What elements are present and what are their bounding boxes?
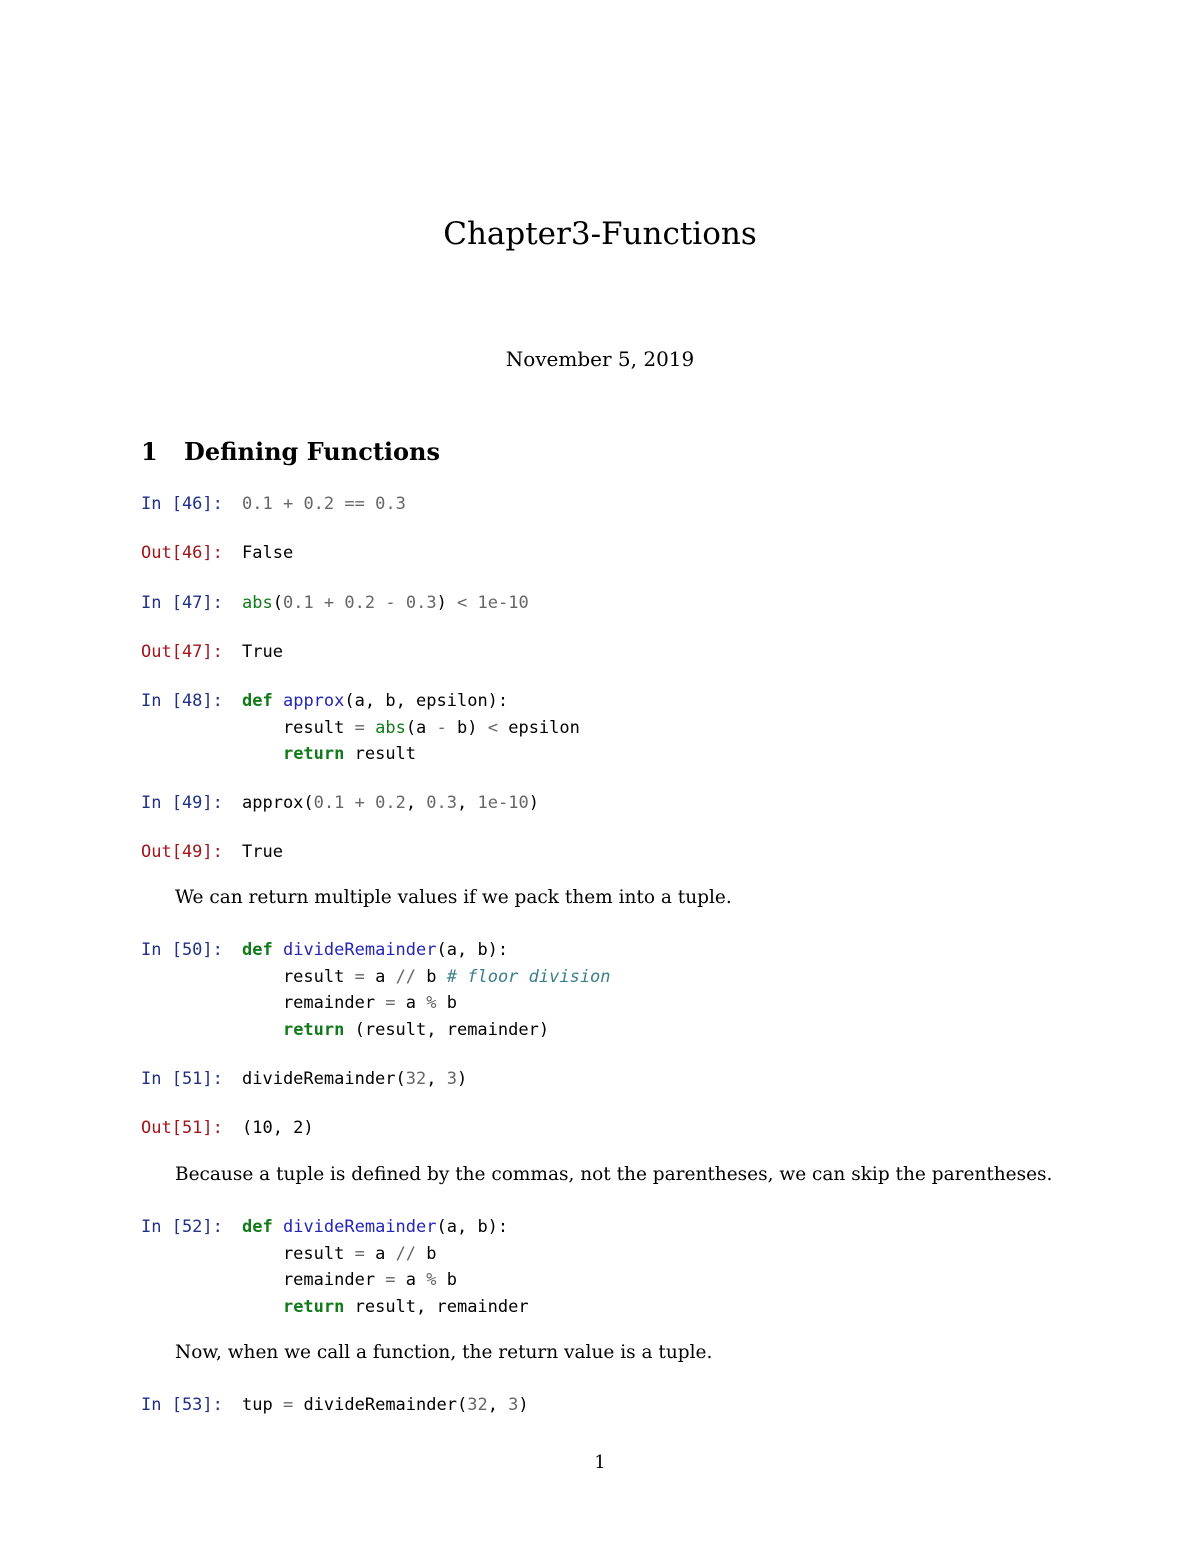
code-line xyxy=(242,790,539,817)
code-token: divideRemainder xyxy=(282,1217,437,1237)
output-cell xyxy=(141,540,294,567)
code-token: 0.3 xyxy=(375,494,406,514)
code-token: # floor division xyxy=(446,966,611,987)
code-body xyxy=(242,1392,529,1419)
input-prompt: In [47]: xyxy=(141,593,223,613)
code-token xyxy=(273,940,283,960)
code-token: 0.2 xyxy=(375,793,406,813)
code-token: epsilon xyxy=(497,717,580,738)
code-token: ( xyxy=(272,593,283,613)
code-token: (a xyxy=(405,717,437,738)
code-line xyxy=(242,590,529,617)
code-line xyxy=(242,1017,611,1044)
code-token: - xyxy=(436,717,447,738)
code-line xyxy=(242,741,580,768)
code-token: a xyxy=(364,966,396,987)
code-token xyxy=(242,744,283,764)
code-token xyxy=(242,1297,283,1317)
code-line xyxy=(242,937,611,964)
code-token: - xyxy=(375,593,406,613)
code-body xyxy=(242,1214,529,1321)
code-body xyxy=(242,491,406,518)
code-token: remainder xyxy=(242,993,386,1014)
output-prompt: Out[51]: xyxy=(141,1118,223,1138)
code-token: , xyxy=(487,1395,509,1415)
code-token: == xyxy=(334,494,376,514)
code-token: return xyxy=(282,1297,345,1318)
code-token: = xyxy=(354,1243,365,1264)
output-cell xyxy=(141,839,283,866)
code-token: result xyxy=(242,966,355,987)
code-token: return xyxy=(282,1020,345,1041)
output-prompt: Out[46]: xyxy=(141,543,223,563)
code-token xyxy=(365,718,375,738)
code-token: 0.1 xyxy=(313,793,345,813)
code-cell xyxy=(141,937,611,1041)
code-token: abs xyxy=(242,593,273,613)
output-cell xyxy=(141,1115,314,1142)
code-token: , xyxy=(426,1069,447,1089)
code-token: b) xyxy=(446,717,488,738)
document-date: November 5, 2019 xyxy=(505,347,695,371)
code-token: // xyxy=(395,1243,417,1264)
code-token: a xyxy=(395,993,427,1014)
code-line xyxy=(242,990,611,1017)
code-cell xyxy=(141,1392,529,1419)
output-body xyxy=(242,540,293,567)
code-token: ) xyxy=(528,793,539,813)
code-token: tup xyxy=(242,1395,283,1415)
code-cell xyxy=(141,688,580,765)
code-token: 1e-10 xyxy=(477,793,529,813)
code-token: (a, b): xyxy=(436,1217,509,1237)
code-token: divideRemainder xyxy=(282,940,437,960)
section-heading xyxy=(141,437,440,466)
code-body xyxy=(242,688,580,768)
code-token: = xyxy=(385,1270,396,1291)
code-cell xyxy=(141,1214,529,1318)
code-token: < xyxy=(487,717,498,738)
code-line xyxy=(242,1241,529,1268)
code-body xyxy=(242,1066,467,1093)
section-number: 1 xyxy=(141,437,158,466)
code-token: + xyxy=(313,593,345,613)
output-prompt: Out[49]: xyxy=(141,842,223,862)
input-prompt: In [50]: xyxy=(141,940,223,960)
code-line xyxy=(242,1066,467,1093)
code-token: approx( xyxy=(242,793,314,813)
output-body xyxy=(242,1115,314,1142)
code-token: (a, b): xyxy=(436,940,509,960)
code-token: = xyxy=(282,1395,294,1415)
input-prompt: In [52]: xyxy=(141,1217,223,1237)
prose-paragraph: Because a tuple is defined by the commas, not the parentheses, we can skip the parentheses. xyxy=(175,1164,1053,1185)
code-token: abs xyxy=(375,717,406,738)
code-token: = xyxy=(354,717,365,738)
code-cell xyxy=(141,1066,468,1093)
document-title: Chapter3-Functions xyxy=(443,216,757,252)
output-text: True xyxy=(242,642,283,662)
code-token: def xyxy=(242,691,273,711)
code-token: % xyxy=(426,993,437,1014)
code-token: (result, remainder) xyxy=(344,1020,550,1041)
output-cell xyxy=(141,639,283,666)
code-token: result, remainder xyxy=(344,1297,529,1318)
code-token: + xyxy=(272,494,304,514)
code-token xyxy=(273,691,283,711)
code-token: ) xyxy=(436,593,458,613)
output-text: False xyxy=(242,543,294,563)
code-token: b xyxy=(436,1270,457,1291)
section-title: Defining Functions xyxy=(184,437,440,466)
code-token: remainder xyxy=(242,1270,386,1291)
code-body xyxy=(242,790,539,817)
code-token: (a, b, epsilon): xyxy=(344,691,509,711)
code-token: 32 xyxy=(405,1069,427,1089)
code-token: 0.3 xyxy=(405,593,437,613)
code-token: result xyxy=(242,717,355,738)
input-prompt: In [49]: xyxy=(141,793,223,813)
output-body xyxy=(242,639,283,666)
code-token: , xyxy=(457,793,478,813)
code-token xyxy=(273,1217,283,1237)
code-token: < xyxy=(457,593,468,613)
code-line xyxy=(242,715,580,742)
code-token: 0.1 xyxy=(282,593,314,613)
code-token: 0.2 xyxy=(303,494,335,514)
code-cell xyxy=(141,590,529,617)
output-text: True xyxy=(242,842,283,862)
code-token: 1e-10 xyxy=(477,593,529,613)
output-body xyxy=(242,839,283,866)
input-prompt: In [53]: xyxy=(141,1395,223,1415)
code-token: divideRemainder( xyxy=(242,1069,406,1089)
code-token xyxy=(242,1020,283,1040)
code-token: , xyxy=(405,793,427,813)
code-line xyxy=(242,1214,529,1241)
page-number: 1 xyxy=(594,1452,606,1473)
code-cell xyxy=(141,491,406,518)
code-token: def xyxy=(242,1217,273,1237)
code-cell xyxy=(141,790,539,817)
code-token: 0.1 xyxy=(242,494,273,514)
prose-paragraph: Now, when we call a function, the return value is a tuple. xyxy=(175,1342,713,1363)
code-token: a xyxy=(395,1270,427,1291)
code-token: // xyxy=(395,966,417,987)
code-token: 3 xyxy=(446,1069,457,1089)
code-token: 3 xyxy=(508,1395,519,1415)
code-token: % xyxy=(426,1270,437,1291)
code-token: ) xyxy=(456,1069,468,1089)
code-line xyxy=(242,1392,529,1419)
code-token: b xyxy=(416,966,447,987)
code-token: + xyxy=(344,793,376,813)
code-token: 0.2 xyxy=(344,593,376,613)
code-token: approx xyxy=(282,691,345,711)
code-token: return xyxy=(282,744,345,765)
code-line xyxy=(242,491,406,518)
prose-paragraph: We can return multiple values if we pack them into a tuple. xyxy=(175,887,732,908)
code-token: result xyxy=(242,1243,355,1264)
code-token: def xyxy=(242,940,273,960)
code-body xyxy=(242,590,529,617)
input-prompt: In [46]: xyxy=(141,494,223,514)
code-token: b xyxy=(436,993,457,1014)
code-token: b xyxy=(416,1243,437,1264)
input-prompt: In [48]: xyxy=(141,691,223,711)
code-token: 0.3 xyxy=(426,793,458,813)
output-text: (10, 2) xyxy=(242,1118,314,1138)
code-token: result xyxy=(344,744,417,765)
code-token: divideRemainder( xyxy=(293,1395,468,1415)
code-token xyxy=(467,593,477,613)
code-line xyxy=(242,1267,529,1294)
code-token: ) xyxy=(518,1395,529,1415)
code-line xyxy=(242,688,580,715)
code-token: = xyxy=(354,966,365,987)
code-body xyxy=(242,937,611,1044)
code-token: 32 xyxy=(467,1395,488,1415)
output-prompt: Out[47]: xyxy=(141,642,223,662)
code-line xyxy=(242,1294,529,1321)
code-token: = xyxy=(385,993,396,1014)
input-prompt: In [51]: xyxy=(141,1069,223,1089)
code-line xyxy=(242,964,611,991)
code-token: a xyxy=(364,1243,396,1264)
